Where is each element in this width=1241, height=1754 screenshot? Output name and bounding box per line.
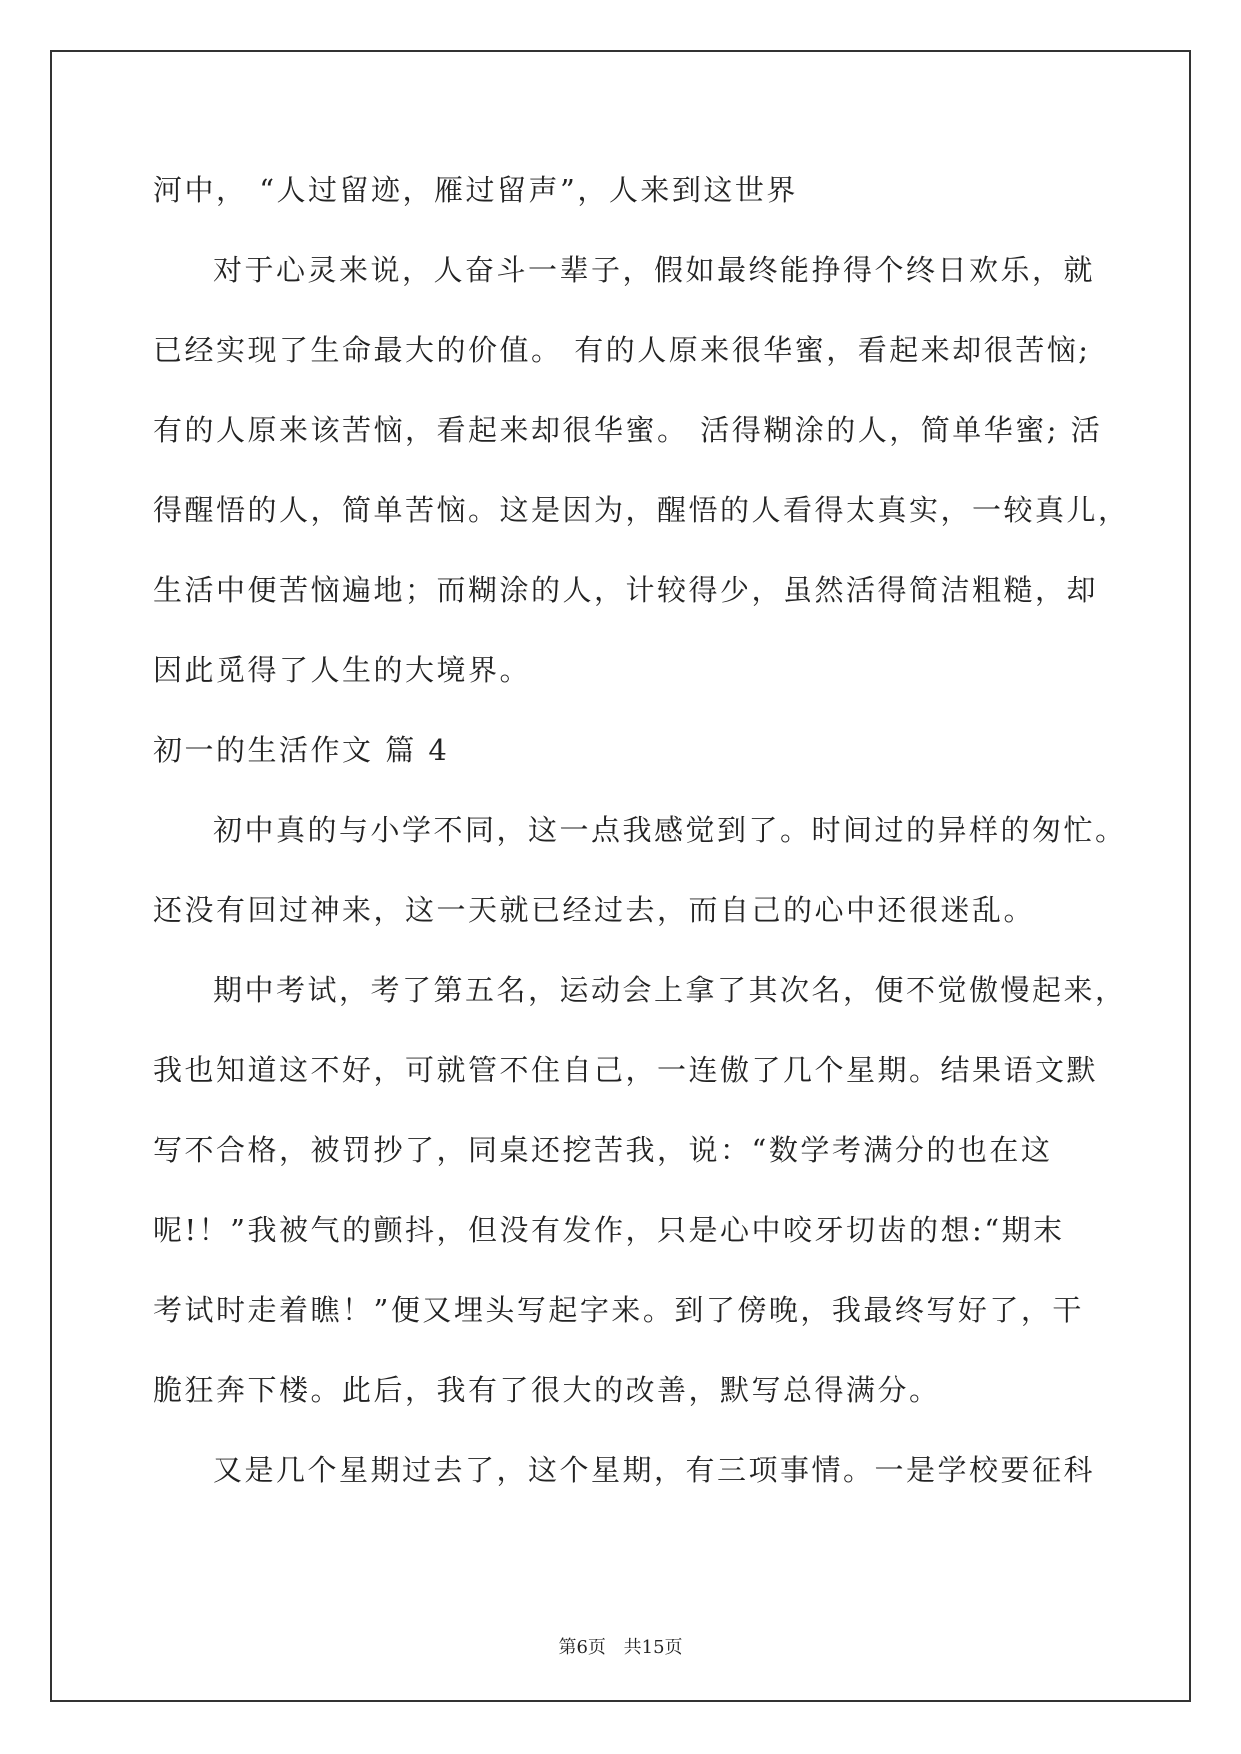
text-line: 还没有回过神来，这一天就已经过去，而自己的心中还很迷乱。 [153,893,1036,927]
page-total: 共15页 [623,1637,683,1658]
text-line: 河中， “人过留迹，雁过留声”，人来到这世界 [153,173,798,207]
text-line: 生活中便苦恼遍地；而糊涂的人，计较得少，虽然活得简洁粗糙，却 [153,573,1099,607]
text-line: 对于心灵来说，人奋斗一辈子，假如最终能挣得个终日欢乐，就 [213,253,1096,287]
text-line: 我也知道这不好，可就管不住自己，一连傲了几个星期。结果语文默 [153,1053,1099,1087]
text-line: 期中考试，考了第五名，运动会上拿了其次名，便不觉傲慢起来， [213,973,1127,1007]
text-line: 写不合格，被罚抄了，同桌还挖苦我，说：“数学考满分的也在这 [153,1133,1053,1167]
text-line: 考试时走着瞧！”便又埋头写起字来。到了傍晚，我最终写好了，干 [153,1293,1084,1327]
text-line: 因此觅得了人生的大境界。 [153,653,532,687]
text-line: 已经实现了生命最大的价值。 有的人原来很华蜜，看起来却很苦恼; [153,333,1091,367]
text-line: 呢!！”我被气的颤抖，但没有发作，只是心中咬牙切齿的想:“期末 [153,1213,1065,1247]
text-line: 初中真的与小学不同，这一点我感觉到了。时间过的异样的匆忙。 [213,813,1127,847]
text-line: 得醒悟的人，简单苦恼。这是因为，醒悟的人看得太真实，一较真儿， [153,493,1130,527]
text-line: 又是几个星期过去了，这个星期，有三项事情。一是学校要征科 [213,1453,1096,1487]
section-heading: 初一的生活作文 篇 4 [153,733,450,767]
page-footer [0,1633,1241,1659]
page-number: 第6页 [558,1637,606,1658]
text-line: 有的人原来该苦恼，看起来却很华蜜。 活得糊涂的人，简单华蜜; 活 [153,413,1103,447]
text-line: 脆狂奔下楼。此后，我有了很大的改善，默写总得满分。 [153,1373,941,1407]
